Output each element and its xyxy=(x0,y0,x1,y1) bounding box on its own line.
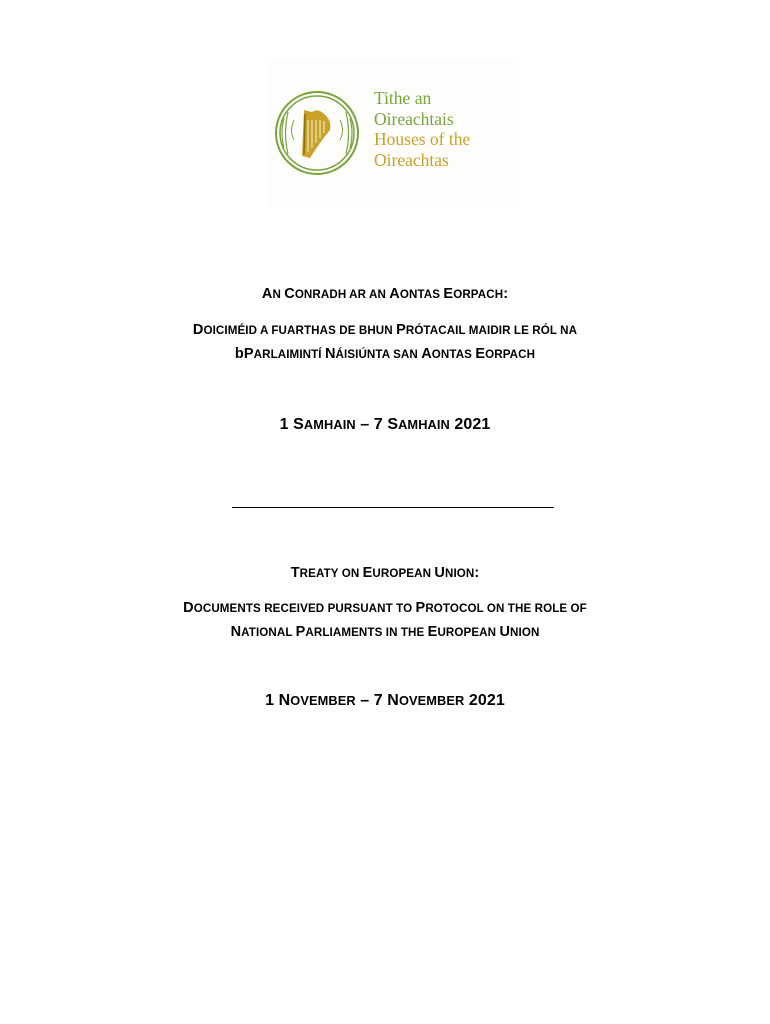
heading-text-segment: P xyxy=(415,600,426,616)
heading-text-segment: N xyxy=(324,346,336,362)
heading-text-segment: 2021 xyxy=(464,692,505,709)
heading-text-segment: ATIONAL xyxy=(241,626,296,639)
heading-text-segment: E xyxy=(443,286,454,302)
heading-text-segment: ROTOCOL ON THE ROLE OF xyxy=(425,602,587,615)
irish-subtitle-line-1 xyxy=(0,321,770,340)
logo-line-4: Oireachtas xyxy=(374,149,449,170)
heading-text-segment: E xyxy=(475,346,486,362)
heading-text-segment: C xyxy=(284,286,295,302)
heading-text-segment: ÁISIÚNTA SAN xyxy=(335,348,422,361)
logo-line-3: Houses of the xyxy=(374,129,471,149)
heading-text-segment: OVEMBER xyxy=(398,693,465,708)
heading-text-segment: ARLAIMINTÍ xyxy=(253,348,325,361)
irish-subtitle-line-2 xyxy=(0,345,770,364)
heading-text-segment: OCUMENTS RECEIVED PURSUANT TO xyxy=(193,602,416,615)
section-divider xyxy=(232,507,554,508)
heading-text-segment: bP xyxy=(234,346,254,362)
heading-text-segment: UROPEAN xyxy=(372,567,435,580)
harp-emblem-icon xyxy=(274,90,360,176)
irish-title xyxy=(0,285,770,304)
heading-text-segment: UROPEAN xyxy=(437,626,500,639)
heading-text-segment: : xyxy=(474,565,480,581)
heading-text-segment: : xyxy=(503,286,509,302)
heading-text-segment: ONTAS xyxy=(399,288,444,301)
logo-line-1: Tithe an xyxy=(374,88,432,108)
heading-text-segment: NION xyxy=(510,626,540,639)
heading-text-segment: OICIMÉID A FUARTHAS DE BHUN xyxy=(203,324,397,337)
heading-text-segment: ORPACH xyxy=(453,288,504,301)
heading-text-segment: E xyxy=(362,565,373,581)
heading-text-segment: RÓTACAIL MAIDIR LE RÓL NA xyxy=(405,324,578,337)
heading-text-segment: 2021 xyxy=(449,416,491,433)
heading-text-segment: AMHAIN xyxy=(303,417,356,432)
heading-text-segment: – 7 N xyxy=(355,692,399,709)
heading-text-segment: N xyxy=(272,288,285,301)
oireachtas-logo xyxy=(268,60,513,208)
heading-text-segment: – 7 S xyxy=(355,416,399,433)
english-date-range xyxy=(0,692,770,710)
heading-text-segment: U xyxy=(434,565,445,581)
english-title xyxy=(0,564,770,583)
heading-text-segment: E xyxy=(427,624,438,640)
heading-text-segment: D xyxy=(183,600,194,616)
heading-text-segment: OVEMBER xyxy=(290,693,356,708)
english-subtitle-line-2 xyxy=(0,623,770,642)
heading-text-segment: U xyxy=(499,624,511,640)
heading-text-segment: A xyxy=(421,346,432,362)
heading-text-segment: ONTAS xyxy=(431,348,476,361)
english-subtitle-line-1 xyxy=(0,599,770,618)
heading-text-segment: 1 S xyxy=(279,416,304,433)
heading-text-segment: AMHAIN xyxy=(398,417,450,432)
heading-text-segment: A xyxy=(261,286,273,302)
heading-text-segment: A xyxy=(389,286,400,302)
heading-text-segment: NION xyxy=(444,567,475,580)
heading-text-segment: P xyxy=(396,322,406,338)
logo-line-2: Oireachtais xyxy=(374,108,454,129)
heading-text-segment: ORPACH xyxy=(485,348,536,361)
irish-date-range xyxy=(0,416,770,434)
heading-text-segment: P xyxy=(295,624,306,640)
heading-text-segment: 1 N xyxy=(265,692,291,709)
heading-text-segment: N xyxy=(230,624,242,640)
heading-text-segment: D xyxy=(192,322,204,338)
heading-text-segment: T xyxy=(290,565,300,581)
heading-text-segment: ARLIAMENTS IN THE xyxy=(305,626,428,639)
logo-wordmark xyxy=(374,88,470,170)
heading-text-segment: ONRADH AR AN xyxy=(294,288,390,301)
heading-text-segment: REATY ON xyxy=(299,567,363,580)
